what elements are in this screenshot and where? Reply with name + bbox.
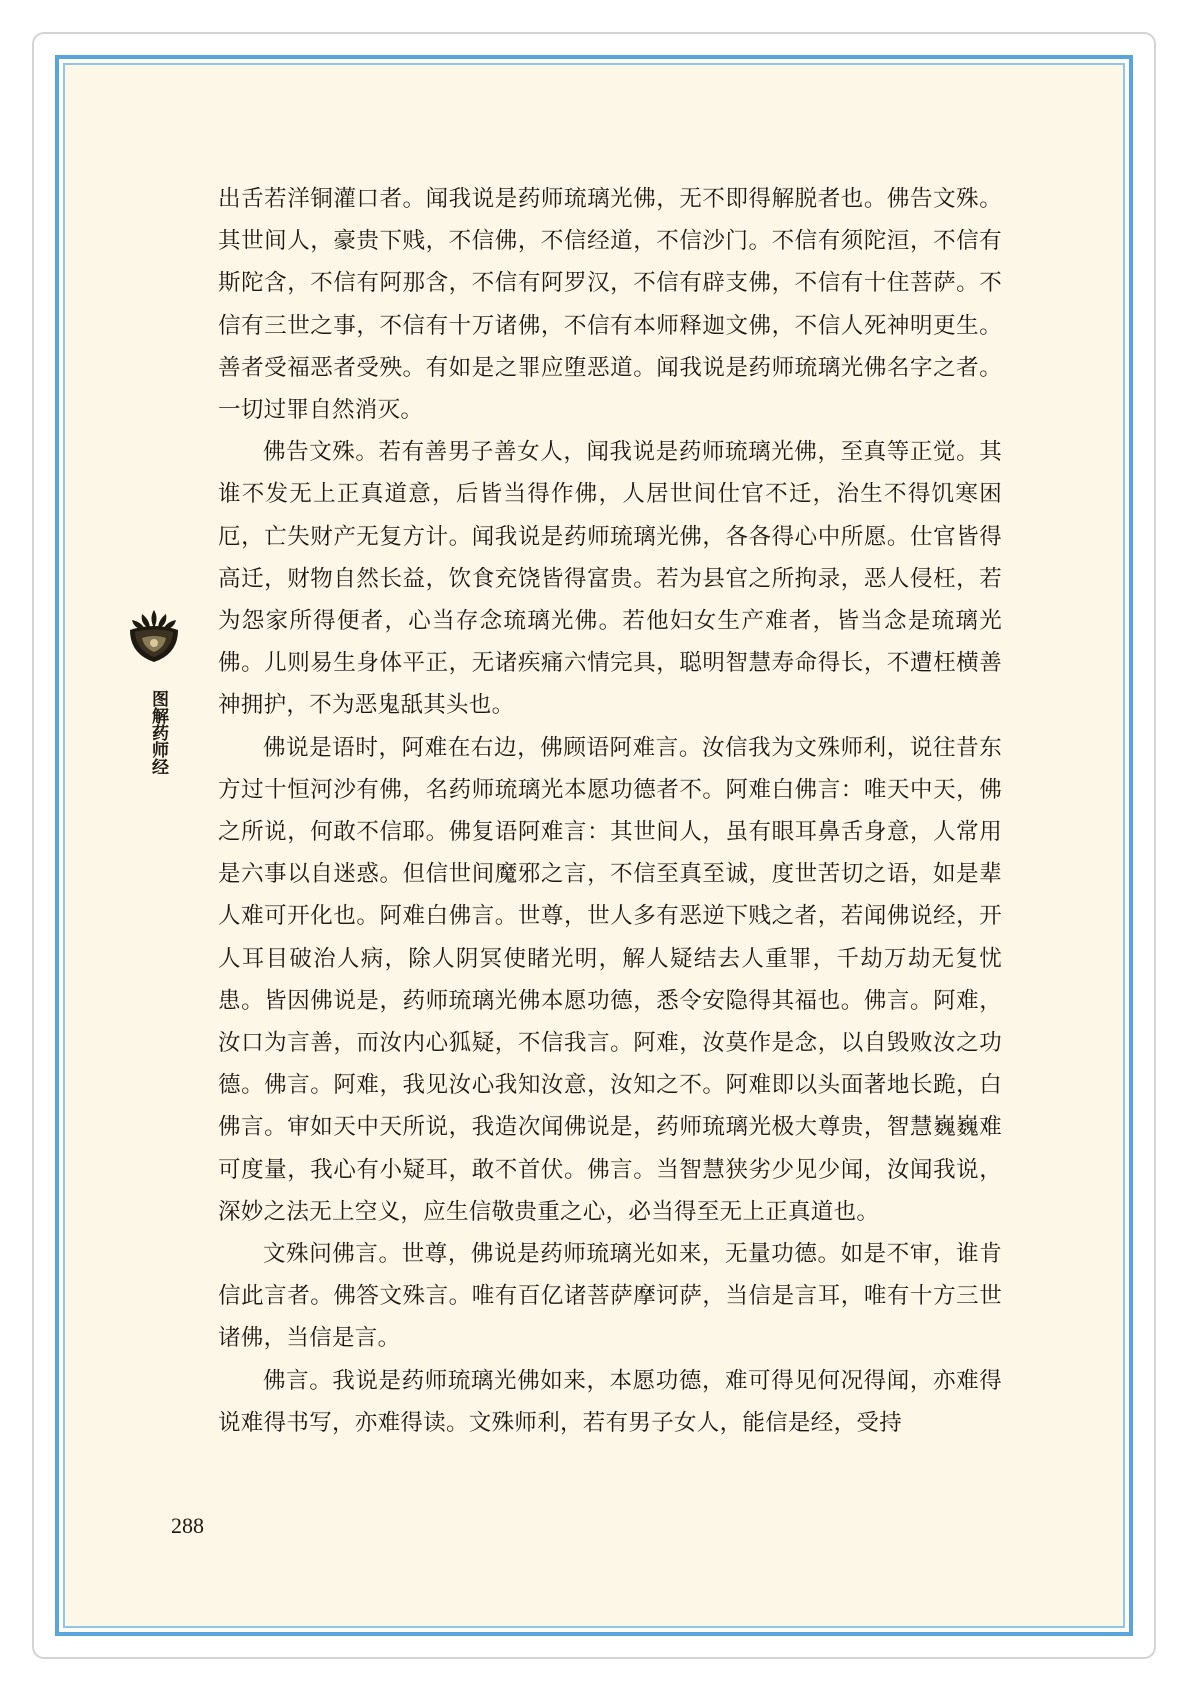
lotus-emblem-icon xyxy=(126,608,182,664)
page-number: 288 xyxy=(171,1513,204,1538)
paragraph: 文殊问佛言。世尊，佛说是药师琉璃光如来，无量功德。如是不审，谁肯信此言者。佛答文殊言。唯有百亿诸菩萨摩诃萨，当信是言耳，唯有十方三世诸佛，当信是言。 xyxy=(218,1241,1002,1352)
paragraph: 佛言。我说是药师琉璃光佛如来，本愿功德，难可得见何况得闻，亦难得说难得书写，亦难得读。文殊师利，若有男子女人，能信是经，受持 xyxy=(218,1367,1002,1436)
paragraph: 佛说是语时，阿难在右边，佛顾语阿难言。汝信我为文殊师利，说往昔东方过十恒河沙有佛，名药师琉璃光本愿功德者不。阿难白佛言：唯天中天，佛之所说，何敢不信耶。佛复语阿难言：其世间人，虽有眼耳鼻舌身意，人常用是六事以自迷惑。但信世间魔邪之言，不信至真至诚，度世苦切之语，如是辈人难可开化也。阿难白佛言。世尊，世人多有恶逆下贱之者，若闻佛说经，开人耳目破治人病，除人阴冥使睹光明，解人疑结去人重罪，千劫万劫无复忧患。皆因佛说是，药师琉璃光佛本愿功德，悉令安隐得其福也。佛言。阿难，汝口为言善，而汝内心狐疑，不信我言。阿难，汝莫作是念，以自毁败汝之功德。佛言。阿难，我见汝心我知汝意，汝知之不。阿难即以头面著地长跪，白佛言。审如天中天所说，我造次闻佛说是，药师琉璃光极大尊贵，智慧巍巍难可度量，我心有小疑耳，敢不首伏。佛言。当智慧狭劣少见少闻，汝闻我说，深妙之法无上空义，应生信敬贵重之心，必当得至无上正真道也。 xyxy=(218,734,1002,1225)
side-book-title: 图解药师经 xyxy=(148,690,168,775)
paragraph: 出舌若洋铜灌口者。闻我说是药师琉璃光佛，无不即得解脱者也。佛告文殊。其世间人，豪贵下贱，不信佛，不信经道，不信沙门。不信有须陀洹，不信有斯陀含，不信有阿那含，不信有阿罗汉，不信有辟支佛，不信有十住菩萨。不信有三世之事，不信有十万诸佛，不信有本师释迦文佛，不信人死神明更生。善者受福恶者受殃。有如是之罪应堕恶道。闻我说是药师琉璃光佛名字之者。一切过罪自然消灭。 xyxy=(218,186,1002,424)
paragraph: 佛告文殊。若有善男子善女人，闻我说是药师琉璃光佛，至真等正觉。其谁不发无上正真道意，后皆当得作佛，人居世间仕官不迁，治生不得饥寒困厄，亡失财产无复方计。闻我说是药师琉璃光佛，各各得心中所愿。仕官皆得高迁，财物自然长益，饮食充饶皆得富贵。若为县官之所拘录，恶人侵枉，若为怨家所得便者，心当存念琉璃光佛。若他妇女生产难者，皆当念是琉璃光佛。儿则易生身体平正，无诸疾痛六情完具，聪明智慧寿命得长，不遭枉横善神拥护，不为恶鬼舐其头也。 xyxy=(218,439,1002,719)
page-text xyxy=(218,178,1002,1444)
